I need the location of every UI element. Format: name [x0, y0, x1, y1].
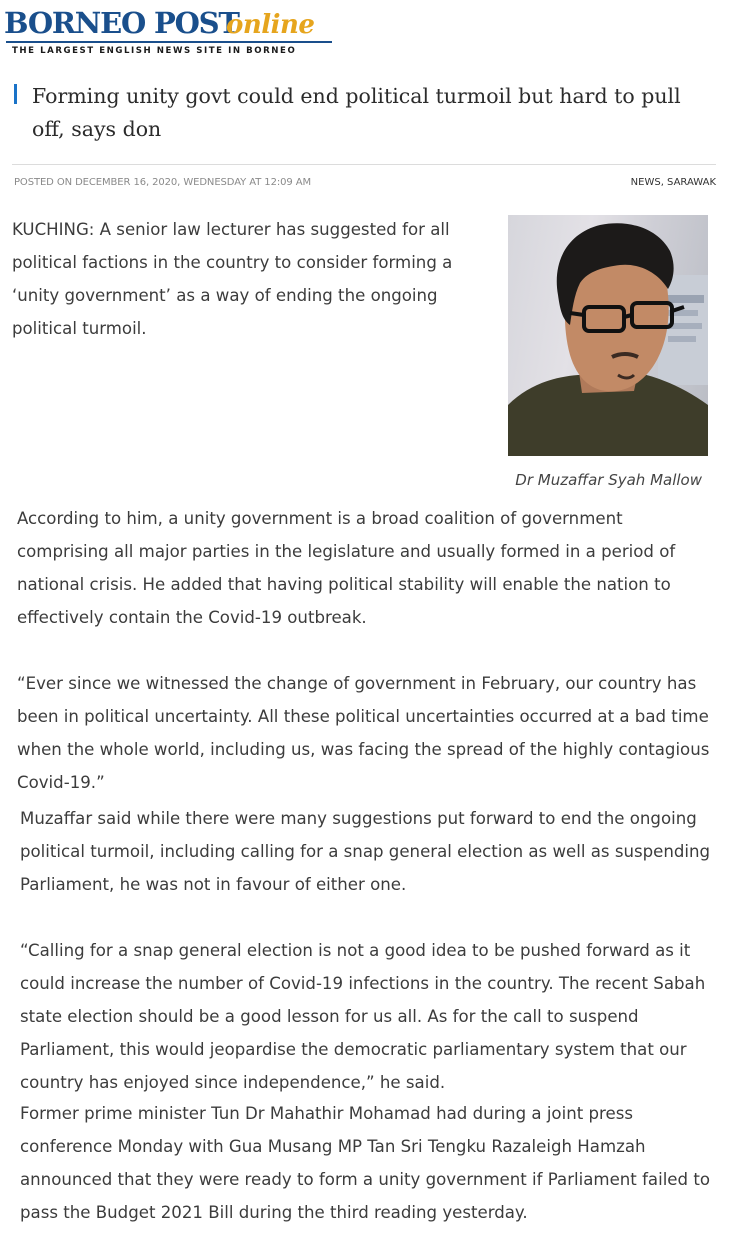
logo-underline: [6, 41, 332, 43]
article-paragraph: “Calling for a snap general election is not a good idea to be pushed forward as it could increase the number of Covid-19 infections in the country. The recent Sabah state election should be a good lesson for us all. As for the call to suspend Parliament, this would jeopardise the democratic parliamentary system that our country has enjoyed since independence,” he said.: [20, 941, 706, 1092]
category-link-news[interactable]: NEWS: [630, 177, 661, 188]
article-paragraph: Former prime minister Tun Dr Mahathir Mohamad had during a joint press conference Monday with Gua Musang MP Tan Sri Tengku Razaleigh Hamzah announced that they were ready to form a unity government if Parliament failed to pass the Budget 2021 Bill during the third reading yesterday.: [20, 1104, 710, 1222]
article-paragraph: Muzaffar said while there were many suggestions put forward to end the ongoing political turmoil, including calling for a snap general election as well as suspending Parliament, he was not in favour of either one.: [20, 809, 711, 894]
title-accent-bar: [14, 84, 17, 104]
portrait-photo-icon: [508, 215, 708, 456]
category-separator: ,: [660, 177, 668, 188]
article-paragraph: “Ever since we witnessed the change of government in February, our country has been in political uncertainty. All these political uncertainties occurred at a bad time when the whole world, including us, was facing the spread of the highly contagious Covid-19.”: [17, 674, 710, 792]
logo-wordmark: BORNEO POST: [4, 6, 239, 40]
article-paragraph: According to him, a unity government is a broad coalition of government comprising all major parties in the legislature and usually formed in a period of national crisis. He added that having political stability will enable the nation to effectively contain the Covid-19 outbreak.: [17, 509, 676, 627]
logo-online-wordmark: online: [226, 10, 315, 40]
logo-tagline: THE LARGEST ENGLISH NEWS SITE IN BORNEO: [12, 46, 297, 56]
article-photo: [508, 215, 708, 456]
posted-date: POSTED ON DECEMBER 16, 2020, WEDNESDAY AT 12:09 AM: [14, 177, 311, 188]
photo-caption: Dr Muzaffar Syah Mallow: [515, 471, 702, 489]
title-divider: [12, 164, 716, 165]
article-paragraph: KUCHING: A senior law lecturer has suggested for all political factions in the country to consider forming a ‘unity government’ as a way of ending the ongoing political turmoil.: [12, 220, 453, 338]
category-link-sarawak[interactable]: SARAWAK: [667, 177, 716, 188]
site-logo[interactable]: [4, 6, 334, 56]
article-title: Forming unity govt could end political turmoil but hard to pull off, says don: [32, 84, 681, 141]
article-categories: [631, 177, 716, 188]
